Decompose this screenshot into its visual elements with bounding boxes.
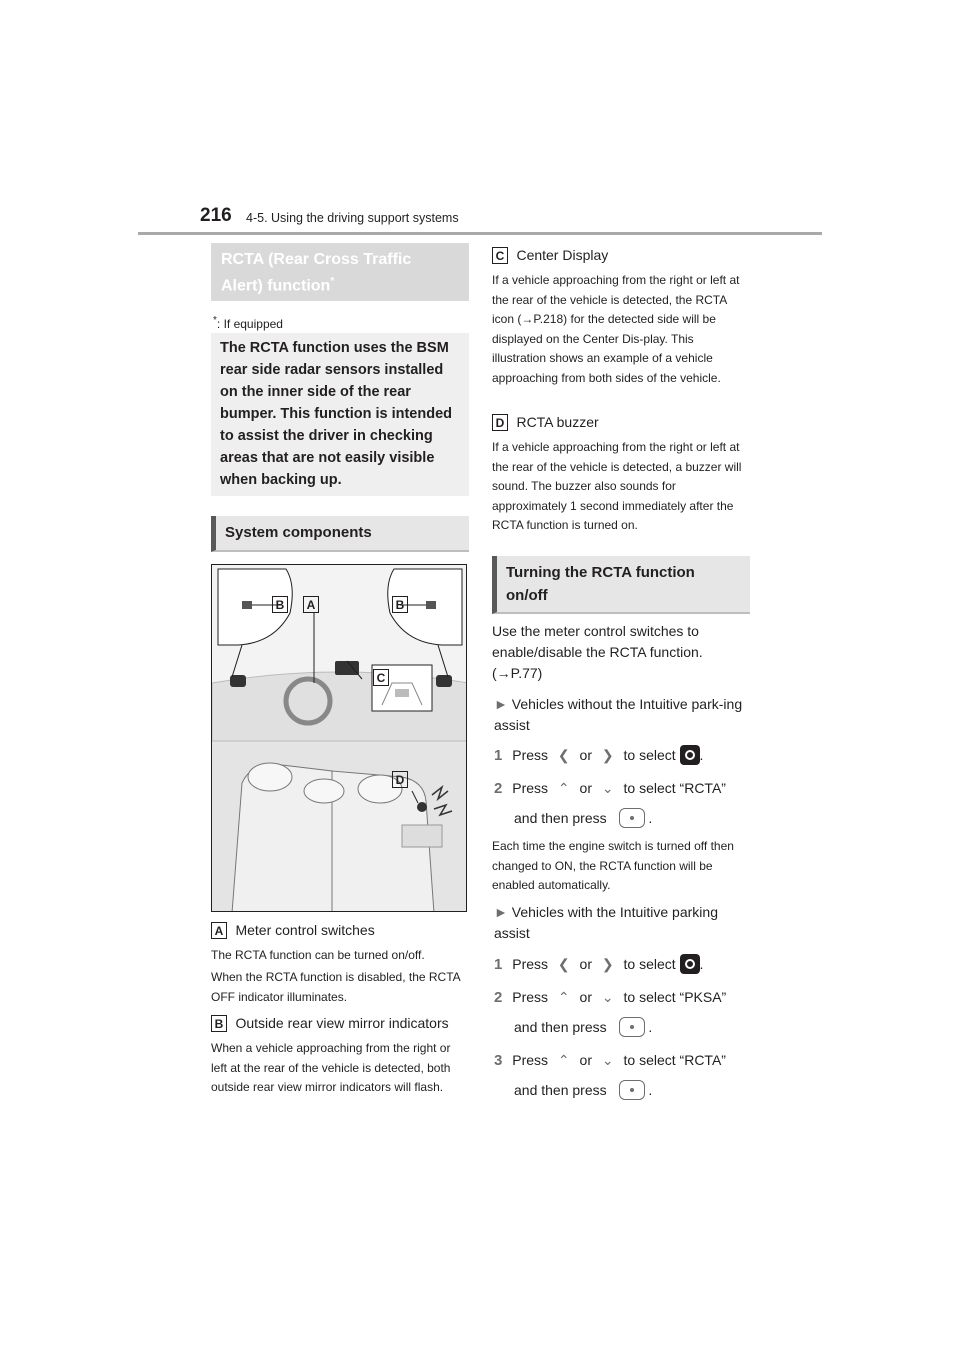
ok-button-icon xyxy=(619,1017,645,1037)
up-arrow-icon: ⌃ xyxy=(557,780,570,796)
item-c xyxy=(492,247,608,265)
ok-button-icon xyxy=(619,1080,645,1100)
system-components-illustration xyxy=(211,564,467,912)
item-b xyxy=(211,1015,449,1033)
item-c-title: Center Display xyxy=(516,247,609,263)
item-a-title: Meter control switches xyxy=(235,922,375,938)
with-step-2-cont: and then press . xyxy=(514,1019,653,1035)
left-arrow-icon: ❮ xyxy=(557,747,570,763)
section-header: 4-5. Using the driving support systems xyxy=(246,211,459,225)
illustration-label-b-right: B xyxy=(392,596,408,613)
with-heading: ► Vehicles with the Intuitive parking assist xyxy=(494,904,718,941)
down-arrow-icon: ⌄ xyxy=(601,989,614,1005)
left-arrow-icon: ❮ xyxy=(557,956,570,972)
down-arrow-icon: ⌄ xyxy=(601,1052,614,1068)
with-step-1: 1 Press ❮ or ❯ to select . xyxy=(494,956,704,973)
turning-intro: Use the meter control switches to enable/disable the RCTA function. (→P.77) xyxy=(492,623,703,681)
item-d-label: D xyxy=(492,414,508,431)
without-step-2: 2 Press ⌃ or ⌄ to select “RCTA” xyxy=(494,780,726,797)
car-interior-drawing xyxy=(212,565,467,912)
item-c-label: C xyxy=(492,247,508,264)
item-b-title: Outside rear view mirror indicators xyxy=(235,1015,449,1031)
item-d xyxy=(492,414,599,432)
rcta-title-box xyxy=(211,243,469,301)
illustration-label-b-left: B xyxy=(272,596,288,613)
illustration-label-c: C xyxy=(373,669,389,686)
item-a-desc1: The RCTA function can be turned on/off. xyxy=(211,948,425,962)
with-step-3: 3 Press ⌃ or ⌄ to select “RCTA” xyxy=(494,1052,726,1069)
page-number: 216 xyxy=(200,205,232,226)
with-step-2: 2 Press ⌃ or ⌄ to select “PKSA” xyxy=(494,989,727,1006)
ok-button-icon xyxy=(619,808,645,828)
item-a-desc2: When the RCTA function is disabled, the RCTA OFF indicator illuminates. xyxy=(211,970,461,1004)
without-note: Each time the engine switch is turned off then changed to ON, the RCTA function will be enabled automatically. xyxy=(492,839,734,892)
rcta-title: RCTA (Rear Cross Traffic Alert) function* xyxy=(221,251,412,295)
illustration-label-a: A xyxy=(303,596,319,613)
item-d-title: RCTA buzzer xyxy=(516,414,599,430)
right-arrow-icon: ❯ xyxy=(601,956,614,972)
item-b-label: B xyxy=(211,1015,227,1032)
footnote: *: If equipped xyxy=(213,315,283,331)
item-a-label: A xyxy=(211,922,227,939)
right-arrow-icon: ❯ xyxy=(601,747,614,763)
item-d-desc: If a vehicle approaching from the right or left at the rear of the vehicle is detected, a buzzer will sound. The buzzer also sounds for approximately 1 second immediately after the RCTA function is turned on. xyxy=(492,440,742,532)
with-step-3-cont: and then press . xyxy=(514,1082,653,1098)
turning-heading: Turning the RCTA function on/off xyxy=(492,556,750,614)
settings-icon xyxy=(680,745,700,765)
item-c-desc: If a vehicle approaching from the right or left at the rear of the vehicle is detected, the RCTA icon (→P.218) for the detected side will be displayed on the Center Dis-play. This illustration shows an example of a vehicle approaching from both sides of the vehicle. xyxy=(492,273,740,385)
illustration-label-d: D xyxy=(392,771,408,788)
item-b-desc: When a vehicle approaching from the right or left at the rear of the vehicle is detected, both outside rear view mirror indicators will flash. xyxy=(211,1041,451,1094)
intro-text: The RCTA function uses the BSM rear side radar sensors installed on the inner side of the rear bumper. This function is intended to assist the driver in checking areas that are not easily visible when backing up. xyxy=(220,340,453,488)
intro-box xyxy=(211,333,469,496)
without-heading: ► Vehicles without the Intuitive park-ing assist xyxy=(494,696,743,733)
up-arrow-icon: ⌃ xyxy=(557,1052,570,1068)
settings-icon xyxy=(680,954,700,974)
up-arrow-icon: ⌃ xyxy=(557,989,570,1005)
system-components-heading: System components xyxy=(211,516,469,552)
without-step-1: 1 Press ❮ or ❯ to select . xyxy=(494,747,704,764)
header-rule xyxy=(138,232,822,235)
without-step-2-cont: and then press . xyxy=(514,810,653,826)
down-arrow-icon: ⌄ xyxy=(601,780,614,796)
item-a xyxy=(211,922,375,940)
